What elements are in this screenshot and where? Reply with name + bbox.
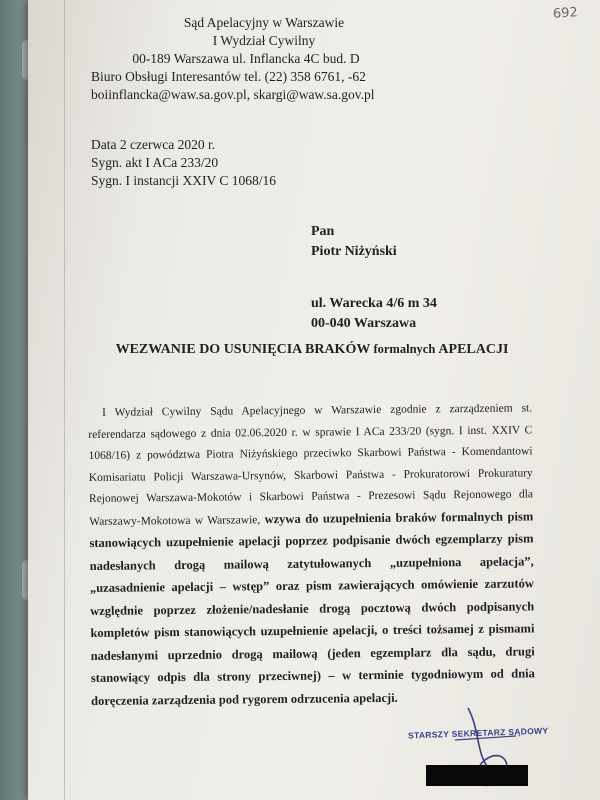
page-fold-line	[64, 0, 65, 800]
court-email: boiinflancka@waw.sa.gov.pl, skargi@waw.sa.gov.pl	[91, 87, 375, 102]
page-number-mark: 692	[552, 5, 579, 22]
document-title	[97, 342, 527, 358]
court-address: 00-189 Warszawa ul. Inflancka 4C bud. D	[132, 51, 360, 66]
letter-date: Data 2 czerwca 2020 r.	[91, 137, 216, 152]
title-part-2: formalnych	[370, 342, 439, 356]
case-reference: Sygn. akt I ACa 233/20	[91, 155, 219, 170]
title-part-1: WEZWANIE DO USUNIĘCIA BRAKÓW	[115, 342, 371, 357]
recipient-city: 00-040 Warszawa	[311, 316, 417, 331]
body-calls-prefix: wzywa do	[264, 511, 324, 526]
recipient-name: Piotr Niżyński	[311, 244, 397, 259]
recipient-street: ul. Warecka 4/6 m 34	[311, 296, 437, 311]
official-stamp: STARSZY SEKRETARZ SĄDOWY	[407, 725, 549, 741]
first-instance-reference: Sygn. I instancji XXIV C 1068/16	[91, 173, 276, 188]
court-name: Sąd Apelacyjny w Warszawie	[183, 15, 345, 30]
body-intro: I Wydział Cywilny Sądu Apelacyjnego w Warszawie zgodnie z zarządzeniem st. referendarza sądowego z dnia 02.06.2020 r. w sprawie I ACa 233/20 (sygn. I inst. XXIV C 1068/16) z powództwa Piotra Niżyńskiego przeciwko Skarbowi Państwa - Komendantowi Komisariatu Policji Warszawa-Ursynów, Skarbowi Państwa - Prokuratorowi Prokuratury Rejonowej Warszawa-Mokotów i Skarbowi Państwa - Prezesowi Sądu Rejonowego dla Warszawy-Mokotowa w Warszawie,	[88, 402, 534, 528]
binder-strip	[0, 0, 26, 800]
body-demand: uzupełnienia braków formalnych pism stanowiących uzupełnienie apelacji poprzez podpisanie dwóch egzemplarzy pism nadesłanych drogą mailową zatytułowanych „uzupełniona apelacja”, „uzasadnienie apelacji – wstęp” oraz pism zawierających omówienie zarzutów względnie poprzez złożenie/nadesłanie drogą pocztową dwóch podpisanych kompletów pism stanowiących uzupełnienie apelacji, o treści tożsamej z pismami nadesłanymi uprzednio drogą mailową (jeden egzemplarz dla sądu, drugi stanowiący odpis dla strony przeciwnej) – w terminie tygodniowym od dnia doręczenia zarządzenia pod rygorem odrzucenia apelacji.	[89, 508, 535, 708]
title-part-3: APELACJI	[438, 342, 509, 357]
court-division: I Wydział Cywilny	[212, 33, 316, 48]
court-phone: Biuro Obsługi Interesantów tel. (22) 358 6761, -62	[91, 69, 366, 84]
redaction-bar	[426, 765, 528, 786]
recipient-salutation: Pan	[311, 224, 335, 239]
body-paragraph	[88, 398, 535, 713]
